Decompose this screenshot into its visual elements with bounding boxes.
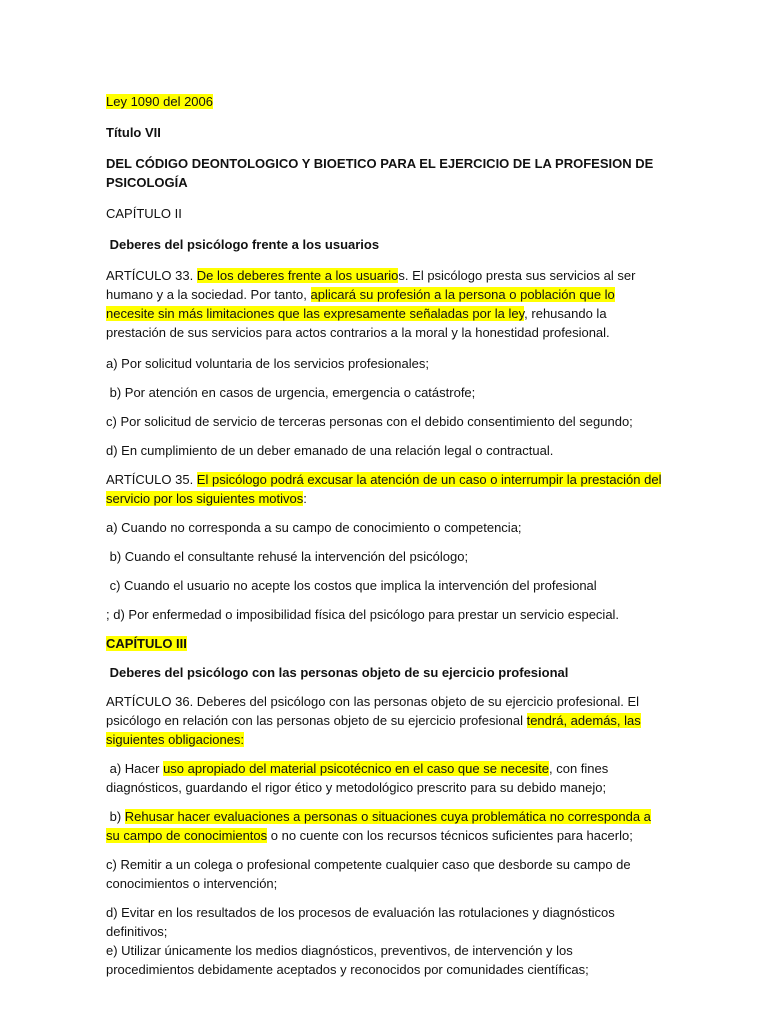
list-item: ; d) Por enfermedad o imposibilidad física del psicólogo para prestar un servicio especial. <box>106 607 620 622</box>
law-title <box>106 92 664 111</box>
list-item: a) Cuando no corresponda a su campo de conocimiento o competencia; <box>106 520 522 535</box>
list-item-e: e) Utilizar únicamente los medios diagnósticos, preventivos, de intervención y los procedimientos debidamente aceptados y reconocidos por comunidades científicas; <box>106 943 589 977</box>
list-item: d) En cumplimiento de un deber emanado de una relación legal o contractual. <box>106 443 554 458</box>
article-33: ARTÍCULO 33. De los deberes frente a los usuarios. El psicólogo presta sus servicios al ser humano y a la sociedad. Por tanto, aplicará su profesión a la persona o población que lo necesite sin más limitaciones que las expresamente señaladas por la ley, rehusando la prestación de sus servicios para actos contrarios a la moral y la honestidad profesional. <box>106 268 636 340</box>
article-36-highlight: tendrá, además, las siguientes obligaciones: <box>106 713 641 747</box>
list-item: b) Por atención en casos de urgencia, emergencia o catástrofe; <box>106 385 476 400</box>
code-subtitle: DEL CÓDIGO DEONTOLOGICO Y BIOETICO PARA EL EJERCICIO DE LA PROFESION DE PSICOLOGÍA <box>106 156 654 190</box>
list-item: b) Cuando el consultante rehusé la intervención del psicólogo; <box>106 549 469 564</box>
list-item-b: b) Rehusar hacer evaluaciones a personas o situaciones cuya problemática no corresponda a su campo de conocimientos o no cuente con los recursos técnicos suficientes para hacerlo; <box>106 809 651 843</box>
chapter-3-highlight: CAPÍTULO III <box>106 636 187 651</box>
list-item: c) Cuando el usuario no acepte los costos que implica la intervención del profesional <box>106 578 597 593</box>
list-item: c) Por solicitud de servicio de terceras personas con el debido consentimiento del segundo; <box>106 414 633 429</box>
list-item-d: d) Evitar en los resultados de los procesos de evaluación las rotulaciones y diagnósticos definitivos; <box>106 905 615 939</box>
item-b-highlight: Rehusar hacer evaluaciones a personas o situaciones cuya problemática no corresponda a su campo de conocimientos <box>106 809 651 843</box>
chapter-3-heading: Deberes del psicólogo con las personas objeto de su ejercicio profesional <box>109 665 569 680</box>
article-36: ARTÍCULO 36. Deberes del psicólogo con las personas objeto de su ejercicio profesional. El psicólogo en relación con las personas objeto de su ejercicio profesional tendrá, además, las siguientes obligaciones: <box>106 694 641 747</box>
article-33-highlight-2: aplicará su profesión a la persona o población que lo necesite sin más limitaciones que las expresamente señaladas por la ley <box>106 287 615 321</box>
article-33-highlight-1: De los deberes frente a los usuario <box>196 268 399 283</box>
list-item: a) Por solicitud voluntaria de los servicios profesionales; <box>106 356 429 371</box>
title-heading: Título VII <box>106 125 161 140</box>
chapter-2-heading: Deberes del psicólogo frente a los usuarios <box>109 237 380 252</box>
article-35: ARTÍCULO 35. El psicólogo podrá excusar la atención de un caso o interrumpir la prestación del servicio por los siguientes motivos: <box>106 472 662 506</box>
law-title-highlight: Ley 1090 del 2006 <box>106 94 213 109</box>
article-35-highlight: El psicólogo podrá excusar la atención de un caso o interrumpir la prestación del servicio por los siguientes motivos <box>106 472 662 506</box>
item-a-highlight: uso apropiado del material psicotécnico en el caso que se necesite <box>163 761 549 776</box>
chapter-2-label: CAPÍTULO II <box>106 206 182 221</box>
list-item-a: a) Hacer uso apropiado del material psicotécnico en el caso que se necesite, con fines diagnósticos, guardando el rigor ético y metodológico prescrito para su debido manejo; <box>106 761 609 795</box>
list-item-c: c) Remitir a un colega o profesional competente cualquier caso que desborde su campo de conocimientos o intervención; <box>106 857 631 891</box>
chapter-3-label <box>106 634 664 653</box>
